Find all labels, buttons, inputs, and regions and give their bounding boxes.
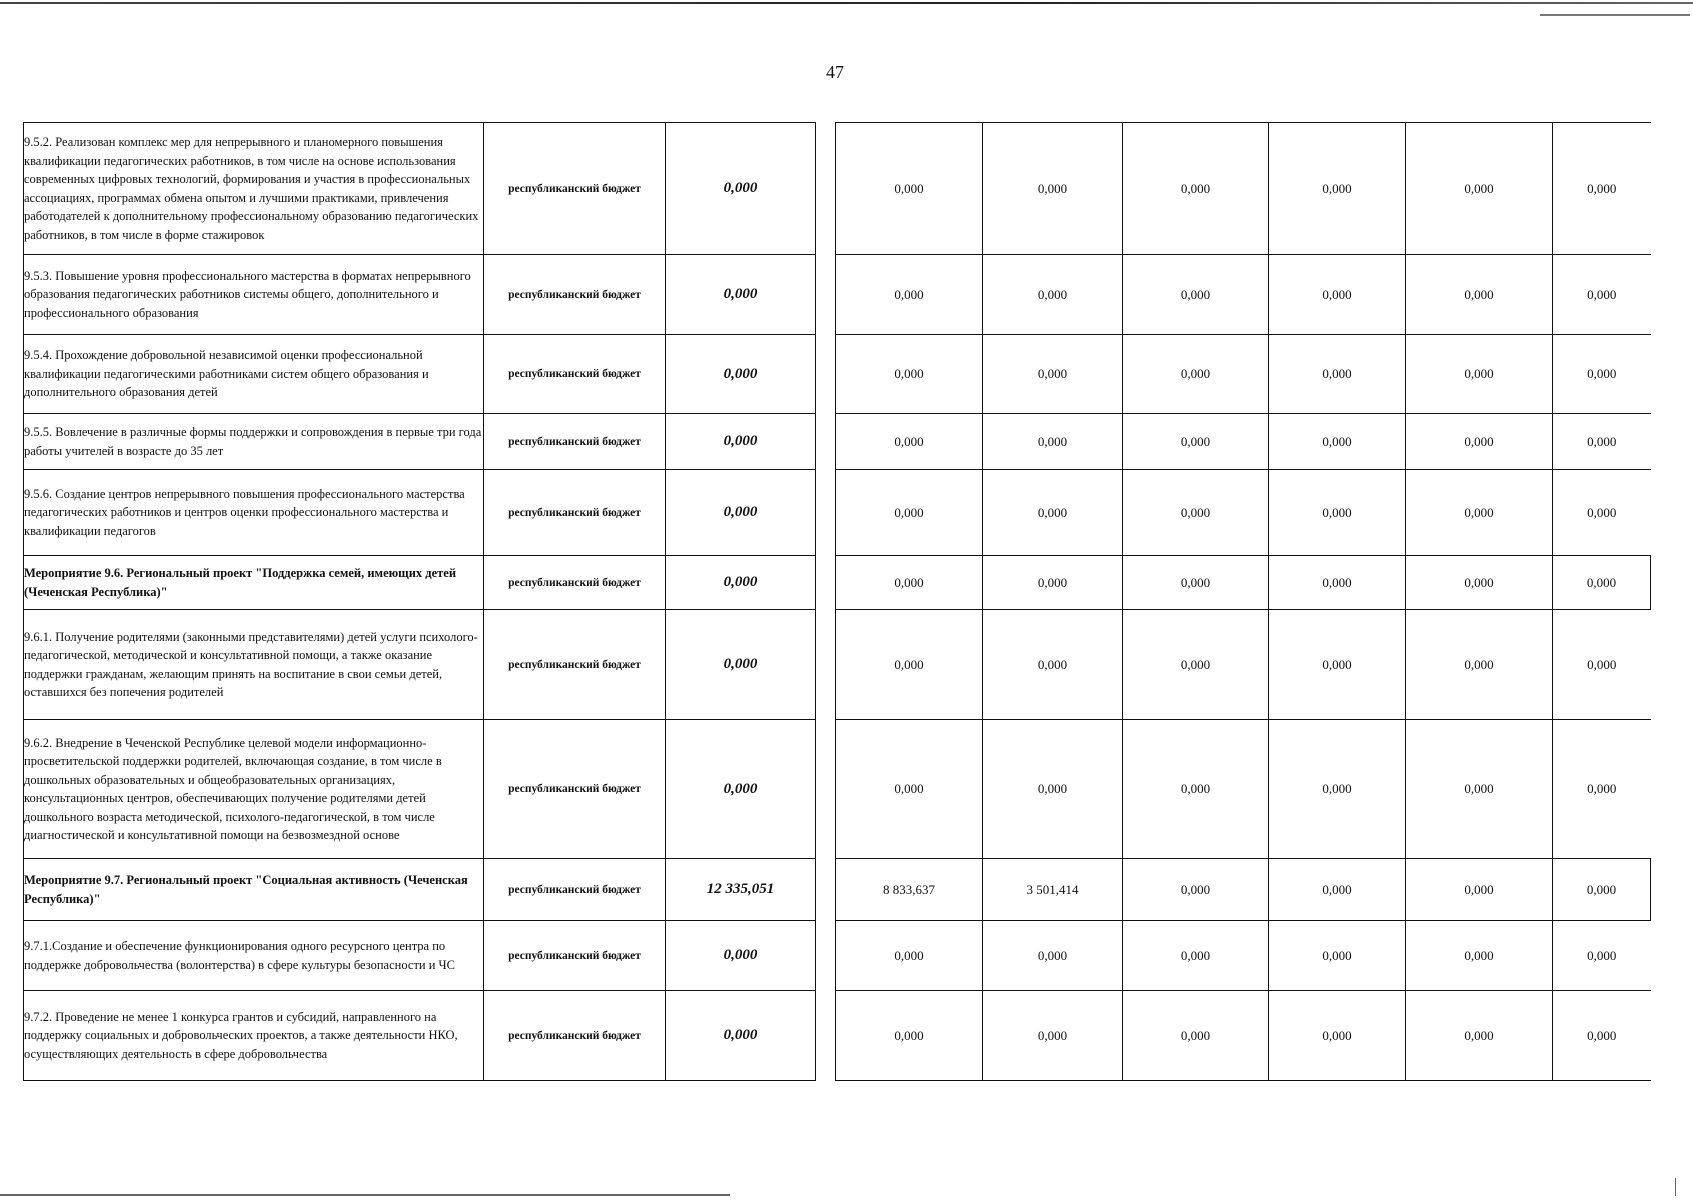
row-total: 0,000: [666, 335, 816, 414]
row-total: 0,000: [666, 123, 816, 255]
year-value: 0,000: [836, 556, 983, 610]
year-value: 0,000: [1406, 556, 1553, 610]
column-gap: [816, 720, 836, 859]
year-value: 0,000: [1553, 414, 1651, 470]
budget-source: республиканский бюджет: [484, 720, 666, 859]
year-value: 0,000: [1123, 556, 1269, 610]
row-total: 0,000: [666, 470, 816, 556]
column-gap: [816, 859, 836, 921]
year-value: 0,000: [1553, 335, 1651, 414]
table-row: [24, 123, 1651, 255]
year-value: 0,000: [1269, 610, 1406, 720]
year-value: 0,000: [1406, 610, 1553, 720]
budget-source: республиканский бюджет: [484, 123, 666, 255]
year-value: 0,000: [836, 335, 983, 414]
year-value: 0,000: [1553, 556, 1651, 610]
year-value: 0,000: [1406, 255, 1553, 335]
row-description: 9.6.1. Получение родителями (законными представителями) детей услуги психолого-педагогической, методической и консультативной помощи, а также оказание поддержки гражданам, желающим принять на воспитание в свои семьи детей, оставшихся без попечения родителей: [24, 610, 484, 720]
year-value: 0,000: [1406, 470, 1553, 556]
year-value: 0,000: [1123, 720, 1269, 859]
year-value: 0,000: [836, 921, 983, 991]
year-value: 0,000: [836, 123, 983, 255]
row-total: 0,000: [666, 255, 816, 335]
year-value: 0,000: [1553, 859, 1651, 921]
year-value: 0,000: [1123, 335, 1269, 414]
table-row: [24, 991, 1651, 1081]
row-description: 9.7.1.Создание и обеспечение функционирования одного ресурсного центра по поддержке добровольчества (волонтерства) в сфере культуры безопасности и ЧС: [24, 921, 484, 991]
budget-source: республиканский бюджет: [484, 921, 666, 991]
budget-source: республиканский бюджет: [484, 991, 666, 1081]
year-value: 0,000: [1269, 921, 1406, 991]
year-value: 8 833,637: [836, 859, 983, 921]
year-value: 0,000: [1123, 255, 1269, 335]
column-gap: [816, 255, 836, 335]
column-gap: [816, 556, 836, 610]
year-value: 0,000: [983, 610, 1123, 720]
year-value: 0,000: [983, 255, 1123, 335]
year-value: 0,000: [836, 414, 983, 470]
table-row: [24, 470, 1651, 556]
budget-source: республиканский бюджет: [484, 414, 666, 470]
row-description: Мероприятие 9.7. Региональный проект "Социальная активность (Чеченская Республика)": [24, 859, 484, 921]
year-value: 0,000: [1553, 470, 1651, 556]
year-value: 0,000: [1123, 991, 1269, 1081]
year-value: 0,000: [983, 556, 1123, 610]
year-value: 0,000: [1269, 123, 1406, 255]
page-number: 47: [826, 62, 844, 82]
scan-edge-line: [0, 1194, 730, 1196]
year-value: 0,000: [1406, 123, 1553, 255]
year-value: 0,000: [983, 991, 1123, 1081]
table-row: [24, 335, 1651, 414]
budget-source: республиканский бюджет: [484, 335, 666, 414]
year-value: 0,000: [1553, 123, 1651, 255]
year-value: 0,000: [1553, 610, 1651, 720]
year-value: 0,000: [1269, 470, 1406, 556]
row-total: 0,000: [666, 720, 816, 859]
row-description: 9.6.2. Внедрение в Чеченской Республике целевой модели информационно-просветительской поддержки родителей, включающая создание, в том числе в дошкольных образовательных и общеобразовательных организациях, консультационных центров, обеспечивающих получение родителями детей дошкольного возраста методической, психолого-педагогической, в том числе диагностической и консультативной помощи на безвозмездной основе: [24, 720, 484, 859]
row-total: 0,000: [666, 414, 816, 470]
year-value: 0,000: [1269, 255, 1406, 335]
budget-source: республиканский бюджет: [484, 610, 666, 720]
budget-table: [23, 122, 1651, 1081]
year-value: 0,000: [1406, 720, 1553, 859]
year-value: 0,000: [1553, 921, 1651, 991]
year-value: 0,000: [836, 255, 983, 335]
column-gap: [816, 335, 836, 414]
year-value: 0,000: [983, 123, 1123, 255]
row-description: 9.5.6. Создание центров непрерывного повышения профессионального мастерства педагогических работников и центров оценки профессионального мастерства и квалификации педагогов: [24, 470, 484, 556]
year-value: 0,000: [983, 470, 1123, 556]
year-value: 0,000: [1123, 921, 1269, 991]
scan-edge-line: [1540, 14, 1690, 16]
scan-edge-line: [0, 2, 1693, 4]
row-description: 9.5.2. Реализован комплекс мер для непрерывного и планомерного повышения квалификации педагогических работников, в том числе на основе использования современных цифровых технологий, формирования и участия в профессиональных ассоциациях, программах обмена опытом и лучшими практиками, привлечения работодателей к дополнительному профессиональному образованию педагогических работников, в том числе в форме стажировок: [24, 123, 484, 255]
year-value: 0,000: [1269, 859, 1406, 921]
year-value: 0,000: [1123, 123, 1269, 255]
row-description: 9.5.5. Вовлечение в различные формы поддержки и сопровождения в первые три года работы учителей в возрасте до 35 лет: [24, 414, 484, 470]
budget-source: республиканский бюджет: [484, 556, 666, 610]
year-value: 0,000: [983, 921, 1123, 991]
table-row: [24, 414, 1651, 470]
budget-source: республиканский бюджет: [484, 470, 666, 556]
year-value: 0,000: [1553, 991, 1651, 1081]
year-value: 0,000: [1123, 470, 1269, 556]
year-value: 0,000: [1123, 414, 1269, 470]
column-gap: [816, 921, 836, 991]
year-value: 0,000: [983, 414, 1123, 470]
column-gap: [816, 470, 836, 556]
row-description: 9.7.2. Проведение не менее 1 конкурса грантов и субсидий, направленного на поддержку социальных и добровольческих проектов, а также деятельности НКО, осуществляющих деятельность в сфере добровольчества: [24, 991, 484, 1081]
year-value: 0,000: [1269, 414, 1406, 470]
table-row: [24, 255, 1651, 335]
year-value: 0,000: [1269, 556, 1406, 610]
row-description: 9.5.3. Повышение уровня профессионального мастерства в форматах непрерывного образования педагогических работников системы общего, дополнительного и профессионального образования: [24, 255, 484, 335]
budget-source: республиканский бюджет: [484, 255, 666, 335]
year-value: 0,000: [1406, 859, 1553, 921]
table-row: [24, 921, 1651, 991]
year-value: 0,000: [1406, 414, 1553, 470]
year-value: 0,000: [1123, 610, 1269, 720]
year-value: 0,000: [1406, 921, 1553, 991]
row-total: 0,000: [666, 556, 816, 610]
year-value: 0,000: [1406, 335, 1553, 414]
year-value: 0,000: [836, 610, 983, 720]
year-value: 0,000: [1123, 859, 1269, 921]
year-value: 0,000: [983, 720, 1123, 859]
year-value: 0,000: [1553, 720, 1651, 859]
year-value: 0,000: [836, 991, 983, 1081]
year-value: 0,000: [1269, 720, 1406, 859]
year-value: 0,000: [836, 470, 983, 556]
year-value: 0,000: [1553, 255, 1651, 335]
row-total: 0,000: [666, 610, 816, 720]
column-gap: [816, 610, 836, 720]
table-row: [24, 556, 1651, 610]
row-total: 12 335,051: [666, 859, 816, 921]
row-total: 0,000: [666, 991, 816, 1081]
budget-source: республиканский бюджет: [484, 859, 666, 921]
year-value: 0,000: [1269, 335, 1406, 414]
table-row: [24, 610, 1651, 720]
column-gap: [816, 991, 836, 1081]
row-description: Мероприятие 9.6. Региональный проект "Поддержка семей, имеющих детей (Чеченская Республика)": [24, 556, 484, 610]
year-value: 3 501,414: [983, 859, 1123, 921]
year-value: 0,000: [1269, 991, 1406, 1081]
column-gap: [816, 123, 836, 255]
column-gap: [816, 414, 836, 470]
table-row: [24, 720, 1651, 859]
scan-edge-mark: [1675, 1178, 1676, 1196]
row-description: 9.5.4. Прохождение добровольной независимой оценки профессиональной квалификации педагогическими работниками систем общего образования и дополнительного образования детей: [24, 335, 484, 414]
table-row: [24, 859, 1651, 921]
year-value: 0,000: [983, 335, 1123, 414]
row-total: 0,000: [666, 921, 816, 991]
year-value: 0,000: [1406, 991, 1553, 1081]
year-value: 0,000: [836, 720, 983, 859]
